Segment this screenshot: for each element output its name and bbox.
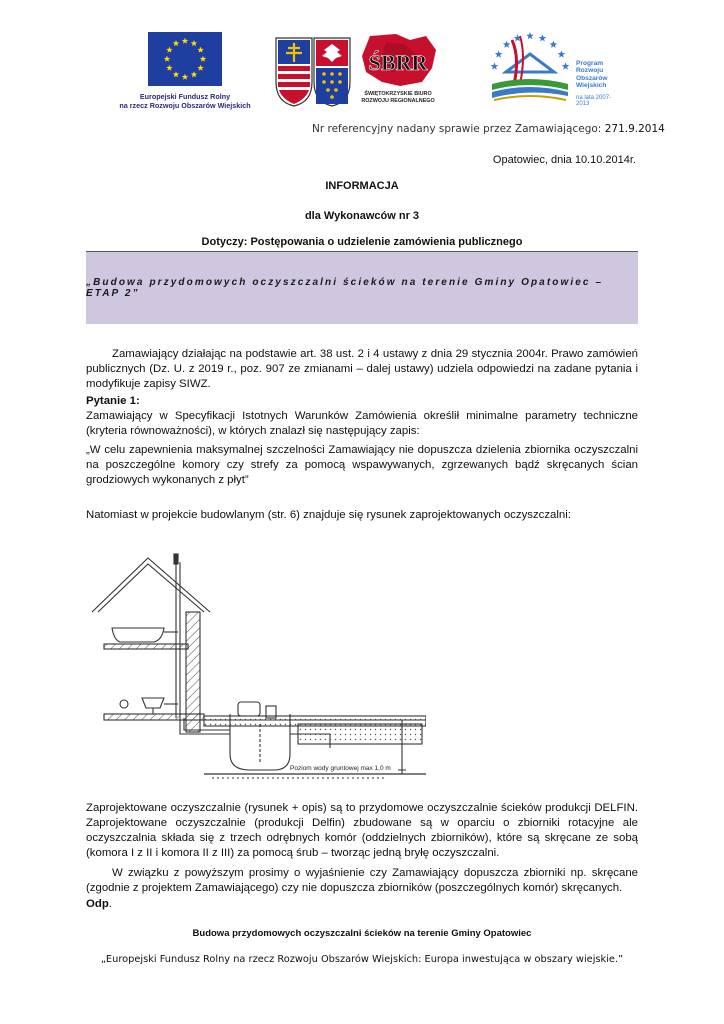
eu-star-icon xyxy=(173,71,179,77)
reference-number: 271.9.2014 xyxy=(604,123,665,135)
question-label: Pytanie 1: xyxy=(86,395,140,407)
eu-star-icon xyxy=(200,56,206,62)
prow-star-icon xyxy=(526,32,534,39)
reference-label: Nr referencyjny nadany sprawie przez Zamawiającego: xyxy=(312,123,602,135)
question-quote: „W celu zapewnienia maksymalnej szczelności Zamawiający nie dopuszcza dzielenia zbiornika oczyszczalni na poszczególne komory czy strefy za pomocą wspawywanych, zgrzewanych bądź skręcanych ścian grodziowych wykonanych z płyt” xyxy=(86,444,638,486)
eu-star-icon xyxy=(173,40,179,46)
prow-star-icon xyxy=(558,50,566,57)
eu-star-icon xyxy=(197,47,203,53)
sbrr-caption-line2: ROZWOJU REGIONALNEGO xyxy=(361,98,435,104)
footer-motto: „Europejski Fundusz Rolny na rzecz Rozwoju Obszarów Wiejskich: Europa inwestująca w obszary wiejskie.” xyxy=(100,954,624,965)
prow-star-icon xyxy=(539,34,547,41)
eu-star-icon xyxy=(182,74,188,80)
answer-label: Odp xyxy=(86,898,109,910)
sbrr-caption-line1: ŚWIĘTOKRZYSKIE BIURO xyxy=(364,91,432,97)
reference-number-line xyxy=(312,123,665,135)
prow-star-icon xyxy=(562,62,570,69)
prow-star-icon xyxy=(491,62,499,69)
prow-emblem-icon xyxy=(484,28,576,108)
document-date: Opatowiec, dnia 10.10.2014r. xyxy=(492,154,636,166)
eu-star-icon xyxy=(166,47,172,53)
intro-paragraph: Zamawiający działając na podstawie art. 38 ust. 2 i 4 ustawy z dnia 29 stycznia 2004r. Prawo zamówień publicznych (Dz. U. z 2019 r., poz. 907 ze zmianami – dalej ustawy) udziela odpowiedzi na zadane pytania i modyfikuje zapisy SIWZ. xyxy=(86,348,638,390)
eu-star-icon xyxy=(191,71,197,77)
answer-line: Odp. xyxy=(86,898,112,910)
document-subtitle: dla Wykonawców nr 3 xyxy=(304,210,420,222)
eu-caption-line1: Europejski Fundusz Rolny xyxy=(139,92,231,101)
prow-line: Obszarów xyxy=(576,74,608,82)
eu-star-icon xyxy=(166,65,172,71)
sbrr-name: ŚBRR xyxy=(368,50,428,75)
footer-project-title: Budowa przydomowych oczyszczalni ścieków na terenie Gminy Opatowiec xyxy=(192,928,532,939)
eu-star-icon xyxy=(182,38,188,44)
prow-years: na lata 2007-2013 xyxy=(576,95,612,107)
eu-flag-icon xyxy=(148,32,222,86)
eu-caption-line2: na rzecz Rozwoju Obszarów Wiejskich xyxy=(119,101,251,110)
prow-line: Rozwoju xyxy=(576,67,604,75)
septic-tank-drawing-icon xyxy=(84,548,426,784)
project-banner xyxy=(86,252,638,324)
project-banner-text: „Budowa przydomowych oczyszczalni ścieków na terenie Gminy Opatowiec – ETAP 2” xyxy=(86,277,604,299)
eu-star-icon xyxy=(191,40,197,46)
prow-line: Program xyxy=(576,60,604,67)
after-paragraph-2: W związku z powyższym prosimy o wyjaśnienie czy Zamawiający dopuszcza zbiorniki np. skręcane (zgodnie z projektem Zamawiającego) czy nie dopuszcza zbiorników (poszczególnych komór) skręcanych. xyxy=(86,867,638,894)
eu-logo-caption xyxy=(112,92,258,110)
prow-line: Wiejskich xyxy=(576,82,607,90)
prow-logo-text xyxy=(576,60,608,90)
eu-logo xyxy=(112,30,258,114)
after-paragraph-1: Zaprojektowane oczyszczalnie (rysunek + opis) są to przydomowe oczyszczalnie ścieków produkcji DELFIN. Zaprojektowane oczyszczalnie (produkcji Delfin) zbudowane są w oparciu o zbiorniki rotacyjne ale oczyszczalnia składa się z trzech odrębnych komór (oddzielnych zbiorników), które są skręcane ze sobą (komora I z II i komora II z III) za pomocą śrub – tworząc jedną bryłę oczyszczalni. xyxy=(86,802,638,859)
prow-logo xyxy=(484,28,624,108)
prow-star-icon xyxy=(495,50,503,57)
eu-star-icon xyxy=(197,65,203,71)
document-regarding: Dotyczy: Postępowania o udzielenie zamówienia publicznego xyxy=(201,236,523,248)
document-title: INFORMACJA xyxy=(325,180,399,192)
project-reference-paragraph: Natomiast w projekcie budowlanym (str. 6) znajduje się rysunek zaprojektowanych oczyszczalni: xyxy=(86,509,571,521)
sbrr-logo xyxy=(356,32,440,114)
septic-tank-drawing xyxy=(84,548,426,784)
eu-star-icon xyxy=(164,56,170,62)
prow-star-icon xyxy=(550,41,558,48)
sbrr-caption xyxy=(356,91,440,105)
prow-star-icon xyxy=(503,41,511,48)
question-paragraph: Zamawiający w Specyfikacji Istotnych Warunków Zamówienia określił minimalne parametry techniczne (kryteria równoważności), w których znalazł się następujący zapis: xyxy=(86,410,638,437)
drawing-groundwater-label: Poziom wody gruntowej max 1,0 m xyxy=(290,765,391,772)
coat-of-arms-logo xyxy=(274,36,352,108)
